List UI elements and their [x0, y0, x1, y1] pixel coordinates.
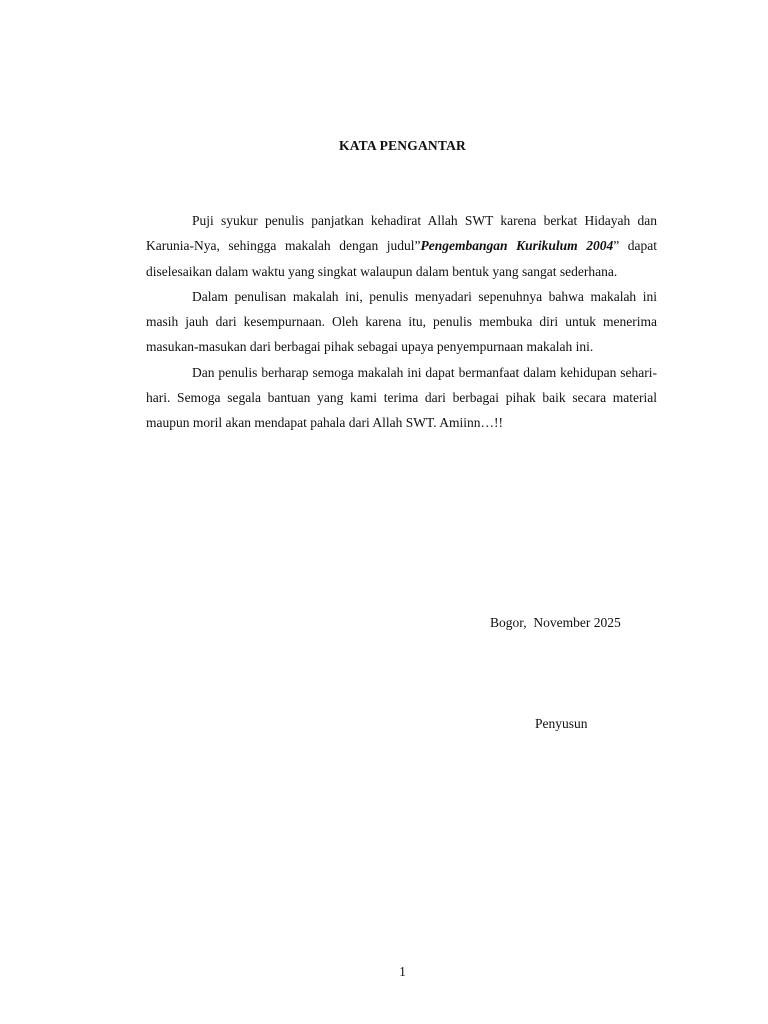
paragraph-1	[146, 208, 657, 284]
paragraph-1-book-title: Pengembangan Kurikulum 2004	[420, 238, 614, 254]
paragraph-1-text: Puji syukur penulis panjatkan kehadirat Allah SWT karena berkat Hidayah dan Karunia-Nya, sehingga makalah dengan judul	[146, 213, 657, 254]
place-date: Bogor, November 2025	[490, 615, 621, 630]
page-title: KATA PENGANTAR	[339, 138, 466, 153]
paragraph-2: Dalam penulisan makalah ini, penulis menyadari sepenuhnya bahwa makalah ini masih jauh dari kesempurnaan. Oleh karena itu, penulis membuka diri untuk menerima masukan-masukan dari berbagai pihak sebagai upaya penyempurnaan makalah ini.	[146, 288, 657, 355]
body-text	[146, 208, 657, 436]
paragraph-3: Dan penulis berharap semoga makalah ini dapat bermanfaat dalam kehidupan sehari-hari. Semoga segala bantuan yang kami terima dari berbagai pihak baik secara material maupun moril akan mendapat pahala dari Allah SWT. Amiinn…!!	[146, 364, 657, 431]
page-number: 1	[399, 964, 406, 979]
paragraph-1-open-quote: ”	[414, 238, 421, 254]
signer-label: Penyusun	[535, 716, 588, 731]
paragraph-1-text-end: ” dapat diselesaikan dalam waktu yang singkat walaupun dalam bentuk yang sangat sederhana.	[146, 238, 658, 279]
